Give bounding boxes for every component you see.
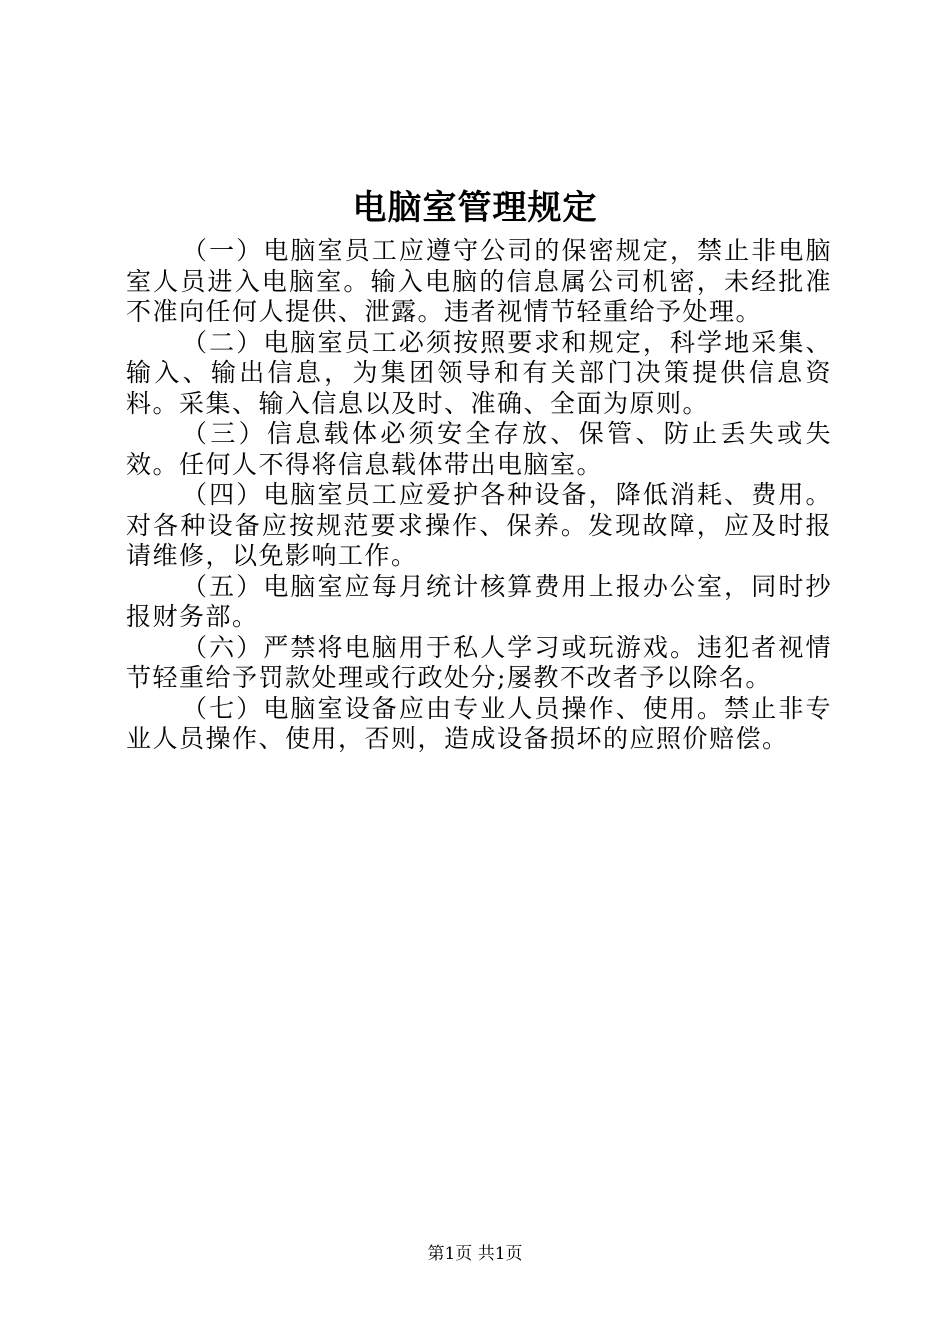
paragraph-3: （三）信息载体必须安全存放、保管、防止丢失或失效。任何人不得将信息载体带出电脑室。 — [126, 419, 832, 479]
document-title: 电脑室管理规定 — [352, 188, 598, 228]
paragraph-2: （二）电脑室员工必须按照要求和规定，科学地采集、输入、输出信息，为集团领导和有关部门决策提供信息资料。采集、输入信息以及时、准确、全面为原则。 — [126, 327, 832, 418]
paragraph-6: （六）严禁将电脑用于私人学习或玩游戏。违犯者视情节轻重给予罚款处理或行政处分;屡教不改者予以除名。 — [126, 632, 832, 692]
page-number-footer: 第1页 共1页 — [427, 1244, 523, 1264]
paragraph-7: （七）电脑室设备应由专业人员操作、使用。禁止非专业人员操作、使用，否则，造成设备损坏的应照价赔偿。 — [126, 693, 832, 753]
paragraph-5: （五）电脑室应每月统计核算费用上报办公室，同时抄报财务部。 — [126, 571, 832, 631]
paragraph-1: （一）电脑室员工应遵守公司的保密规定，禁止非电脑室人员进入电脑室。输入电脑的信息属公司机密，未经批准不准向任何人提供、泄露。违者视情节轻重给予处理。 — [126, 236, 832, 326]
paragraph-4: （四）电脑室员工应爱护各种设备，降低消耗、费用。对各种设备应按规范要求操作、保养。发现故障，应及时报请维修，以免影响工作。 — [126, 480, 832, 570]
document-body — [126, 236, 832, 755]
